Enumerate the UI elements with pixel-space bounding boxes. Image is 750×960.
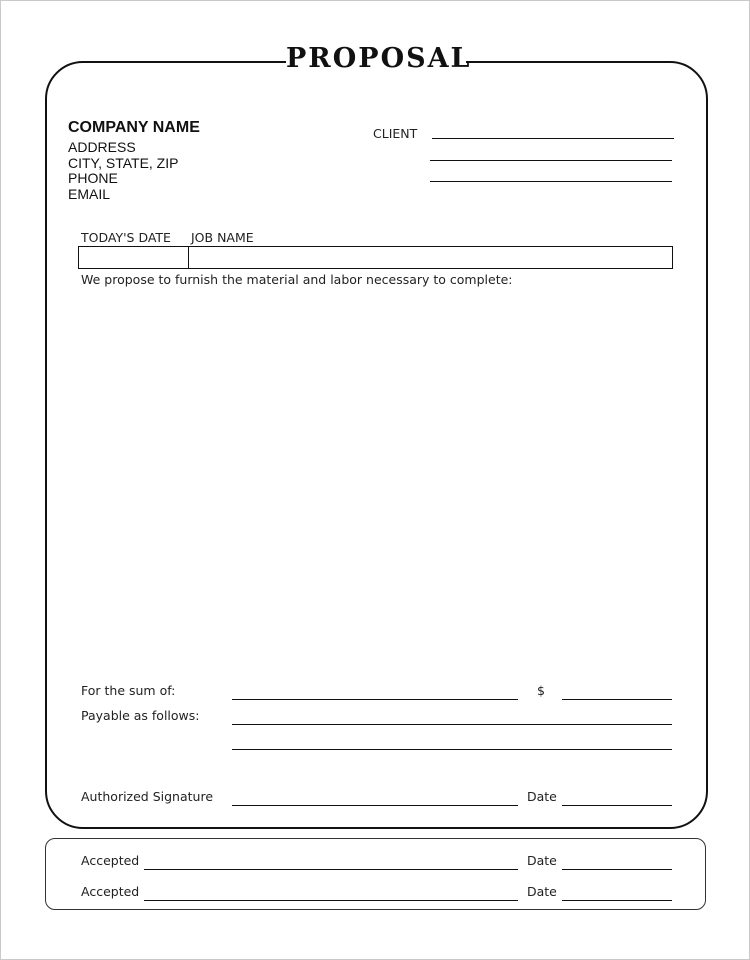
date-field[interactable] xyxy=(79,247,188,268)
client-line-1[interactable] xyxy=(432,138,674,139)
company-block xyxy=(68,118,200,202)
title-rule-right xyxy=(466,61,606,62)
sum-line[interactable] xyxy=(232,699,518,700)
company-name: COMPANY NAME xyxy=(68,119,200,136)
signature-label: Authorized Signature xyxy=(81,789,214,804)
client-line-3[interactable] xyxy=(430,181,672,182)
payable-line-2[interactable] xyxy=(232,749,672,750)
company-address: ADDRESS xyxy=(68,139,136,155)
title-rule-left xyxy=(146,61,286,62)
company-email: EMAIL xyxy=(68,185,111,202)
accepted-date-line-2[interactable] xyxy=(562,900,672,901)
job-name-field[interactable] xyxy=(189,247,672,268)
accepted-line-2[interactable] xyxy=(144,900,518,901)
accepted-line-1[interactable] xyxy=(144,869,518,870)
amount-line[interactable] xyxy=(562,699,672,700)
signature-date-label: Date xyxy=(527,789,557,804)
payable-label: Payable as follows: xyxy=(81,708,200,723)
accepted-label-2: Accepted xyxy=(81,884,140,899)
accepted-date-label-2: Date xyxy=(527,884,557,899)
company-city-state-zip: CITY, STATE, ZIP xyxy=(68,154,179,171)
signature-line[interactable] xyxy=(232,805,518,806)
client-label: CLIENT xyxy=(373,126,418,141)
client-line-2[interactable] xyxy=(430,160,672,161)
accepted-date-label-1: Date xyxy=(527,853,557,868)
intro-text: We propose to furnish the material and labor necessary to complete: xyxy=(81,272,513,287)
job-name-label: JOB NAME xyxy=(191,230,254,245)
currency-symbol: $ xyxy=(537,683,545,698)
payable-line-1[interactable] xyxy=(232,724,672,725)
sum-label: For the sum of: xyxy=(81,683,176,698)
date-label: TODAY'S DATE xyxy=(81,230,171,245)
accepted-date-line-1[interactable] xyxy=(562,869,672,870)
date-job-box xyxy=(78,246,673,269)
page-title: PROPOSAL xyxy=(286,43,472,74)
company-phone: PHONE xyxy=(68,170,118,186)
signature-date-line[interactable] xyxy=(562,805,672,806)
accepted-label-1: Accepted xyxy=(81,853,140,868)
